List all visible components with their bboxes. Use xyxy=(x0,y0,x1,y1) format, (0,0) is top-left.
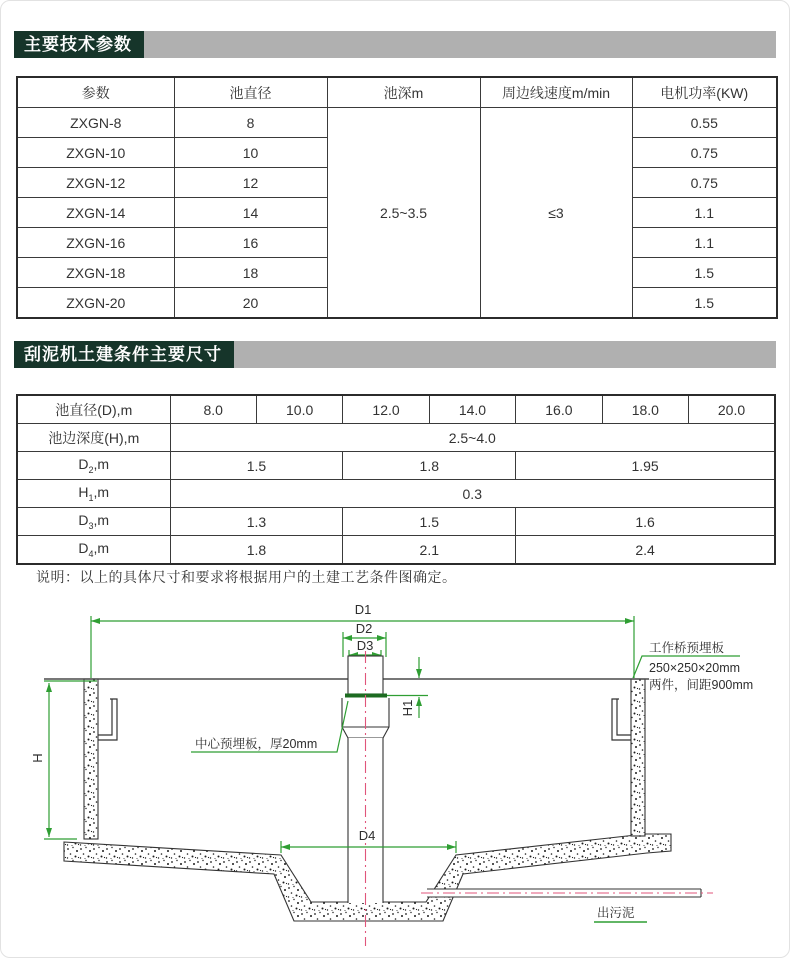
table-row xyxy=(17,424,775,452)
table-row xyxy=(17,508,775,536)
value-cell: 10.0 xyxy=(256,395,342,424)
row-label: $D_4,m$ xyxy=(17,536,170,565)
table-row xyxy=(17,452,775,480)
power-cell: 1.1 xyxy=(632,198,777,228)
row-label: $D_2,m$ xyxy=(17,452,170,480)
merged-value-cell: 0.3 xyxy=(170,480,775,508)
value-cell: 2.1 xyxy=(343,536,516,565)
dim-label-d2: D2 xyxy=(355,621,373,636)
power-cell: 1.5 xyxy=(632,288,777,319)
section1-title: 主要技术参数 xyxy=(14,31,144,58)
note-text: 说明：以上的具体尺寸和要求将根据用户的土建工艺条件图确定。 xyxy=(36,569,457,585)
row-label: 池边深度(H),m xyxy=(17,424,170,452)
power-cell: 0.75 xyxy=(632,138,777,168)
diameter-cell: 10 xyxy=(174,138,327,168)
tank-wall-left xyxy=(84,679,98,839)
section2-header-bar xyxy=(14,341,776,368)
diameter-cell: 20 xyxy=(174,288,327,319)
civil-dimensions-table xyxy=(16,394,776,565)
value-cell: 2.4 xyxy=(516,536,775,565)
value-cell: 18.0 xyxy=(602,395,688,424)
diameter-cell: 14 xyxy=(174,198,327,228)
power-cell: 1.5 xyxy=(632,258,777,288)
table-row xyxy=(17,480,775,508)
section1-header-bar xyxy=(14,31,776,58)
depth-merged-cell: 2.5~3.5 xyxy=(327,108,480,319)
value-cell: 1.3 xyxy=(170,508,343,536)
header-cell: 电机功率(KW) xyxy=(632,77,777,108)
sludge-outlet-label: 出污泥 xyxy=(597,906,635,920)
value-cell: 1.5 xyxy=(343,508,516,536)
model-cell: ZXGN-16 xyxy=(17,228,174,258)
row-label: $D_3,m$ xyxy=(17,508,170,536)
power-cell: 0.75 xyxy=(632,168,777,198)
row-label: $H_1,m$ xyxy=(17,480,170,508)
diameter-cell: 16 xyxy=(174,228,327,258)
value-cell: 20.0 xyxy=(689,395,775,424)
diameter-cell: 12 xyxy=(174,168,327,198)
value-cell: 1.95 xyxy=(516,452,775,480)
main-parameters-table xyxy=(16,76,778,319)
section2-title: 刮泥机土建条件主要尺寸 xyxy=(14,341,234,368)
speed-merged-cell: ≤3 xyxy=(480,108,632,319)
model-cell: ZXGN-8 xyxy=(17,108,174,138)
section2-gray-bar xyxy=(234,341,776,368)
center-plate-annotation: 中心预埋板，厚20mm xyxy=(195,737,318,751)
model-cell: ZXGN-12 xyxy=(17,168,174,198)
value-cell: 8.0 xyxy=(170,395,256,424)
table-row xyxy=(17,536,775,565)
dim-label-h: H xyxy=(30,753,45,763)
value-cell: 16.0 xyxy=(516,395,602,424)
model-cell: ZXGN-14 xyxy=(17,198,174,228)
value-cell: 1.5 xyxy=(170,452,343,480)
value-cell: 1.8 xyxy=(170,536,343,565)
diameter-cell: 18 xyxy=(174,258,327,288)
dim-label-d4: D4 xyxy=(358,828,376,843)
diameter-cell: 8 xyxy=(174,108,327,138)
bridge-plate-annotation-size: 250×250×20mm xyxy=(649,661,741,675)
header-cell: 参数 xyxy=(17,77,174,108)
value-cell: 1.6 xyxy=(516,508,775,536)
table-header-row xyxy=(17,77,777,108)
value-cell: 12.0 xyxy=(343,395,429,424)
power-cell: 0.55 xyxy=(632,108,777,138)
table-row xyxy=(17,395,775,424)
header-cell: 周边线速度m/min xyxy=(480,77,632,108)
dim-label-h1: H1 xyxy=(400,699,415,717)
row-label: 池直径(D),m xyxy=(17,395,170,424)
bridge-plate-annotation-qty: 两件，间距900mm xyxy=(649,678,754,692)
value-cell: 1.8 xyxy=(343,452,516,480)
launder-right xyxy=(612,699,631,740)
launder-left xyxy=(98,699,117,740)
merged-value-cell: 2.5~4.0 xyxy=(170,424,775,452)
tank-wall-right xyxy=(631,679,645,836)
section1-gray-bar xyxy=(144,31,776,58)
dim-label-d3: D3 xyxy=(356,638,374,653)
header-cell: 池直径 xyxy=(174,77,327,108)
model-cell: ZXGN-10 xyxy=(17,138,174,168)
model-cell: ZXGN-20 xyxy=(17,288,174,319)
dim-label-d1: D1 xyxy=(354,602,372,617)
model-cell: ZXGN-18 xyxy=(17,258,174,288)
bridge-plate-annotation-title: 工作桥预埋板 xyxy=(649,641,725,655)
table-row xyxy=(17,108,777,138)
power-cell: 1.1 xyxy=(632,228,777,258)
value-cell: 14.0 xyxy=(429,395,515,424)
tank-cross-section-diagram xyxy=(1,594,790,958)
header-cell: 池深m xyxy=(327,77,480,108)
